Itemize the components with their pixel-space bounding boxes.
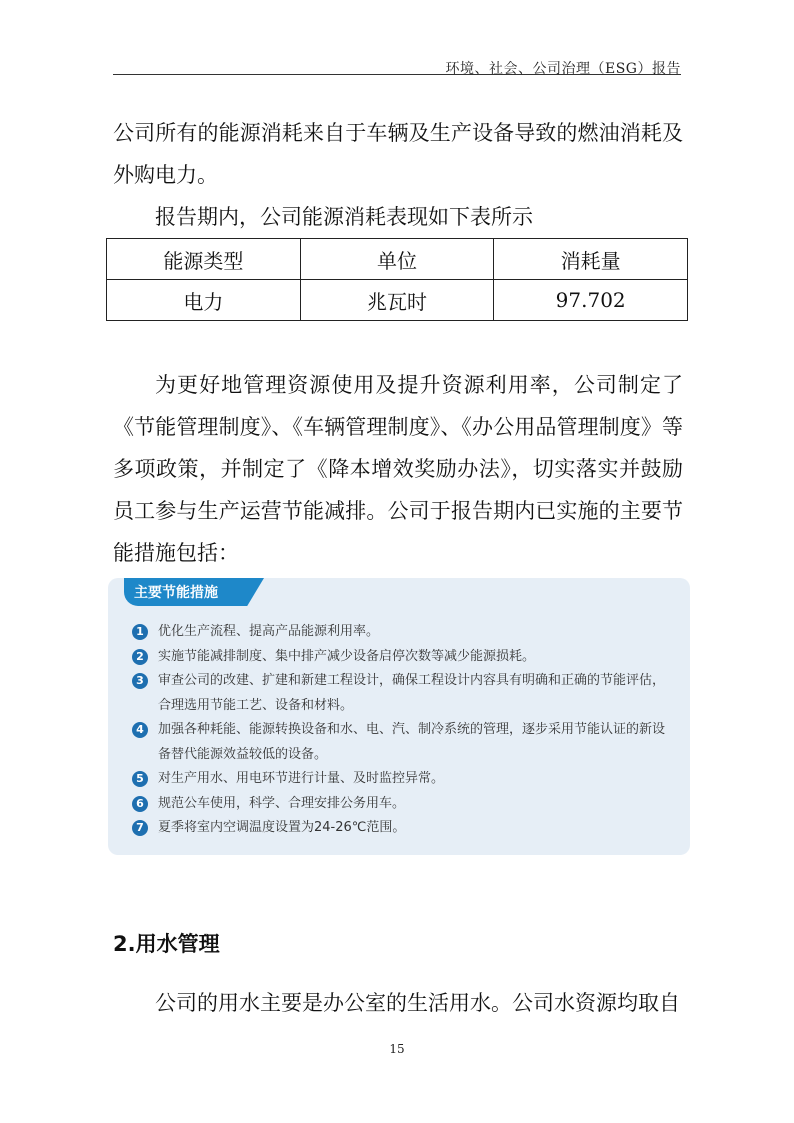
list-item-text: 审查公司的改建、扩建和新建工程设计，确保工程设计内容具有明确和正确的节能评估，合理选用节能工艺、设备和材料。 [158,673,666,713]
table-header-cell: 消耗量 [494,239,688,280]
list-item [132,792,672,817]
table-lead-text: 报告期内，公司能源消耗表现如下表所示 [155,205,533,229]
measures-list [132,620,672,841]
number-badge-icon: 2 [132,649,148,665]
energy-consumption-table [106,238,688,321]
number-badge-icon: 5 [132,771,148,787]
number-badge-icon: 7 [132,820,148,836]
water-paragraph: 公司的用水主要是办公室的生活用水。公司水资源均取自 [155,991,680,1015]
list-item-text: 优化生产流程、提高产品能源利用率。 [158,624,380,639]
measures-box-title: 主要节能措施 [134,585,218,601]
list-item-text: 规范公车使用，科学、合理安排公务用车。 [158,795,406,811]
list-item-text: 实施节能减排制度、集中排产减少设备启停次数等减少能源损耗。 [158,648,536,664]
list-item [132,718,672,767]
header-divider [113,74,681,75]
section-heading-water: 2.用水管理 [113,932,220,956]
number-badge-icon: 3 [132,673,148,689]
page-number: 15 [389,1042,405,1056]
list-item [132,816,672,841]
table-header-cell: 能源类型 [107,239,301,280]
table-cell: 97.702 [494,280,688,321]
list-item [132,767,672,792]
energy-source-paragraph: 公司所有的能源消耗来自于车辆及生产设备导致的燃油消耗及外购电力。 [113,121,683,187]
number-badge-icon: 1 [132,624,148,640]
number-badge-icon: 6 [132,796,148,812]
list-item [132,620,672,645]
list-item-text: 夏季将室内空调温度设置为24-26℃范围。 [158,820,406,835]
report-header-title: 环境、社会、公司治理（ESG）报告 [445,61,681,77]
number-badge-icon: 4 [132,722,148,738]
table-header-cell: 单位 [300,239,494,280]
list-item-text: 加强各种耗能、能源转换设备和水、电、汽、制冷系统的管理，逐步采用节能认证的新设备替代能源效益较低的设备。 [158,722,666,762]
list-item [132,669,672,718]
table-cell: 电力 [107,280,301,321]
list-item-text: 对生产用水、用电环节进行计量、及时监控异常。 [158,771,445,786]
list-item [132,645,672,670]
policy-paragraph: 为更好地管理资源使用及提升资源利用率，公司制定了《节能管理制度》、《车辆管理制度》、《办公用品管理制度》等多项政策，并制定了《降本增效奖励办法》，切实落实并鼓励员工参与生产运营节能减排。公司于报告期内已实施的主要节能措施包括： [113,373,683,565]
table-cell: 兆瓦时 [300,280,494,321]
table-row [107,280,688,321]
energy-measures-box [108,578,690,855]
table-header-row [107,239,688,280]
